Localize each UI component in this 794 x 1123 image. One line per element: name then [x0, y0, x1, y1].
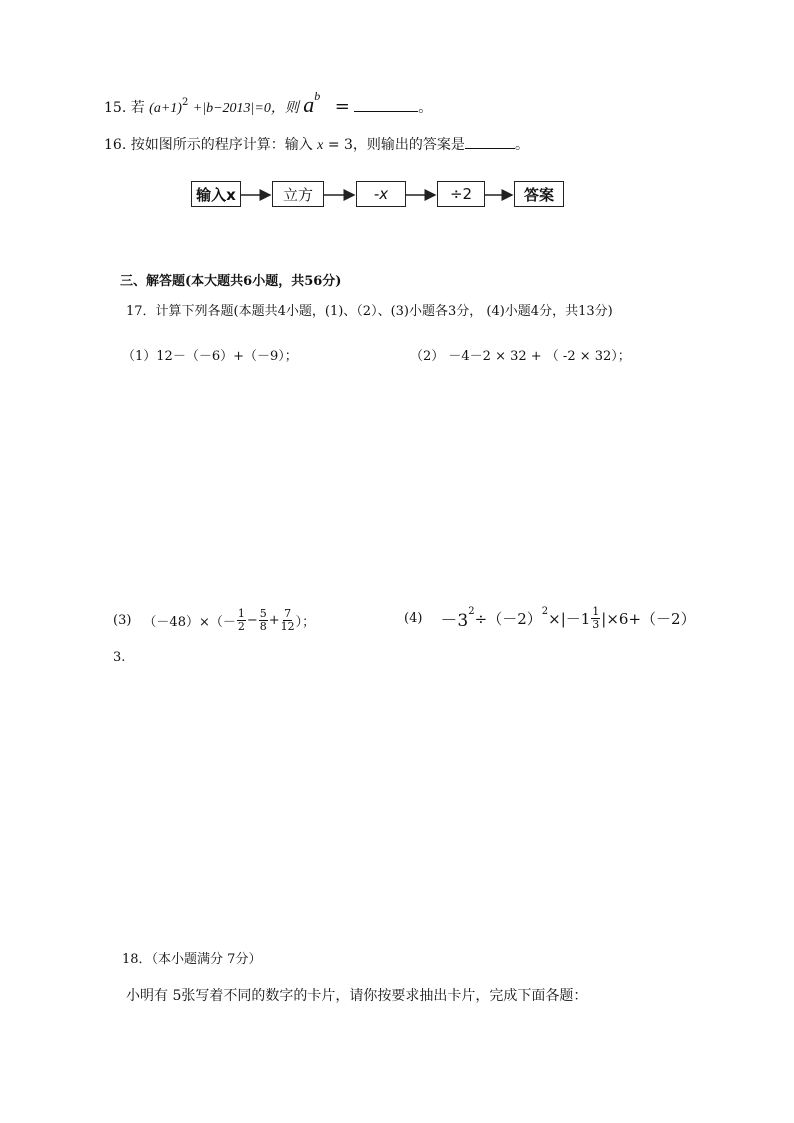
- q17-part3-minus: −: [246, 613, 258, 628]
- q17-part3-frac2: $\frac{5}{8}$: [259, 607, 267, 633]
- q15-text: 若: [130, 100, 145, 116]
- q15-base: a: [303, 92, 315, 117]
- q17-part4-d: |×6+（－2）: [601, 610, 696, 628]
- q15-exp-b: b: [314, 89, 321, 103]
- q17-part3-plus: +: [268, 613, 280, 628]
- q17-part4-c: ×|－1: [548, 610, 591, 628]
- q17-part1: （1）12－（－6）+（－9）；: [122, 349, 298, 364]
- q17-part4-exp: 2: [468, 606, 475, 617]
- q16-text-b: = 3，则输出的答案是: [327, 137, 465, 153]
- q18-text: 小明有 5张写着不同的数字的卡片，请你按要求抽出卡片，完成下面各题：: [126, 988, 588, 1004]
- q17-part4: [404, 606, 696, 631]
- q15-expr-b: +|b−2013|=0，则: [192, 101, 299, 116]
- q17-part4-a: －3: [440, 611, 469, 631]
- flow-box-negate: -x: [356, 181, 406, 207]
- q17-part3-end: ）；: [295, 615, 316, 630]
- flow-box-input: 输入x: [191, 181, 241, 207]
- flow-box-divide: ÷2: [437, 181, 485, 207]
- q15-expr-a: (a+1): [149, 101, 182, 116]
- q15-exp2: 2: [181, 97, 189, 108]
- q16-number: 16.: [104, 137, 127, 153]
- q17-part4-frac: $\frac{1}{3}$: [592, 605, 600, 631]
- q17-part3: [113, 608, 315, 633]
- section-3-title: 三、解答题(本大题共6小题，共56分): [120, 274, 342, 289]
- q18-title: 18．（本小题满分 7分）: [122, 952, 262, 967]
- q15-eq: =: [334, 96, 350, 117]
- q17-title: 17．计算下列各题(本题共4小题，(1)、（2）、(3)小题各3分， (4)小题4分，共13分): [126, 304, 613, 319]
- q17-part4-exp2: 2: [541, 606, 549, 617]
- q17-part4-label: (4): [404, 611, 423, 626]
- q16-text-a: 按如图所示的程序计算：输入: [130, 137, 313, 153]
- q15-end: 。: [418, 100, 433, 116]
- q17-part4-b: ÷（－2）: [474, 610, 542, 628]
- q17-part4-wrap: 3.: [113, 650, 126, 665]
- q16-end: 。: [514, 137, 529, 153]
- q17-part3-a: （－48）×（－: [143, 615, 236, 630]
- q16-var: x: [317, 138, 324, 153]
- q17-part3-label: (3): [113, 613, 132, 628]
- flow-arrows: [0, 0, 794, 230]
- q17-part2: （2） －4－2 × 32 + （ -2 × 32）；: [410, 349, 631, 364]
- q15-number: 15.: [104, 100, 127, 116]
- flow-box-answer: 答案: [514, 181, 564, 207]
- q17-part3-frac1: $\frac{1}{2}$: [237, 607, 245, 633]
- flow-box-cube: 立方: [272, 181, 324, 207]
- q17-part3-frac3: $\frac{7}{12}$: [280, 607, 295, 633]
